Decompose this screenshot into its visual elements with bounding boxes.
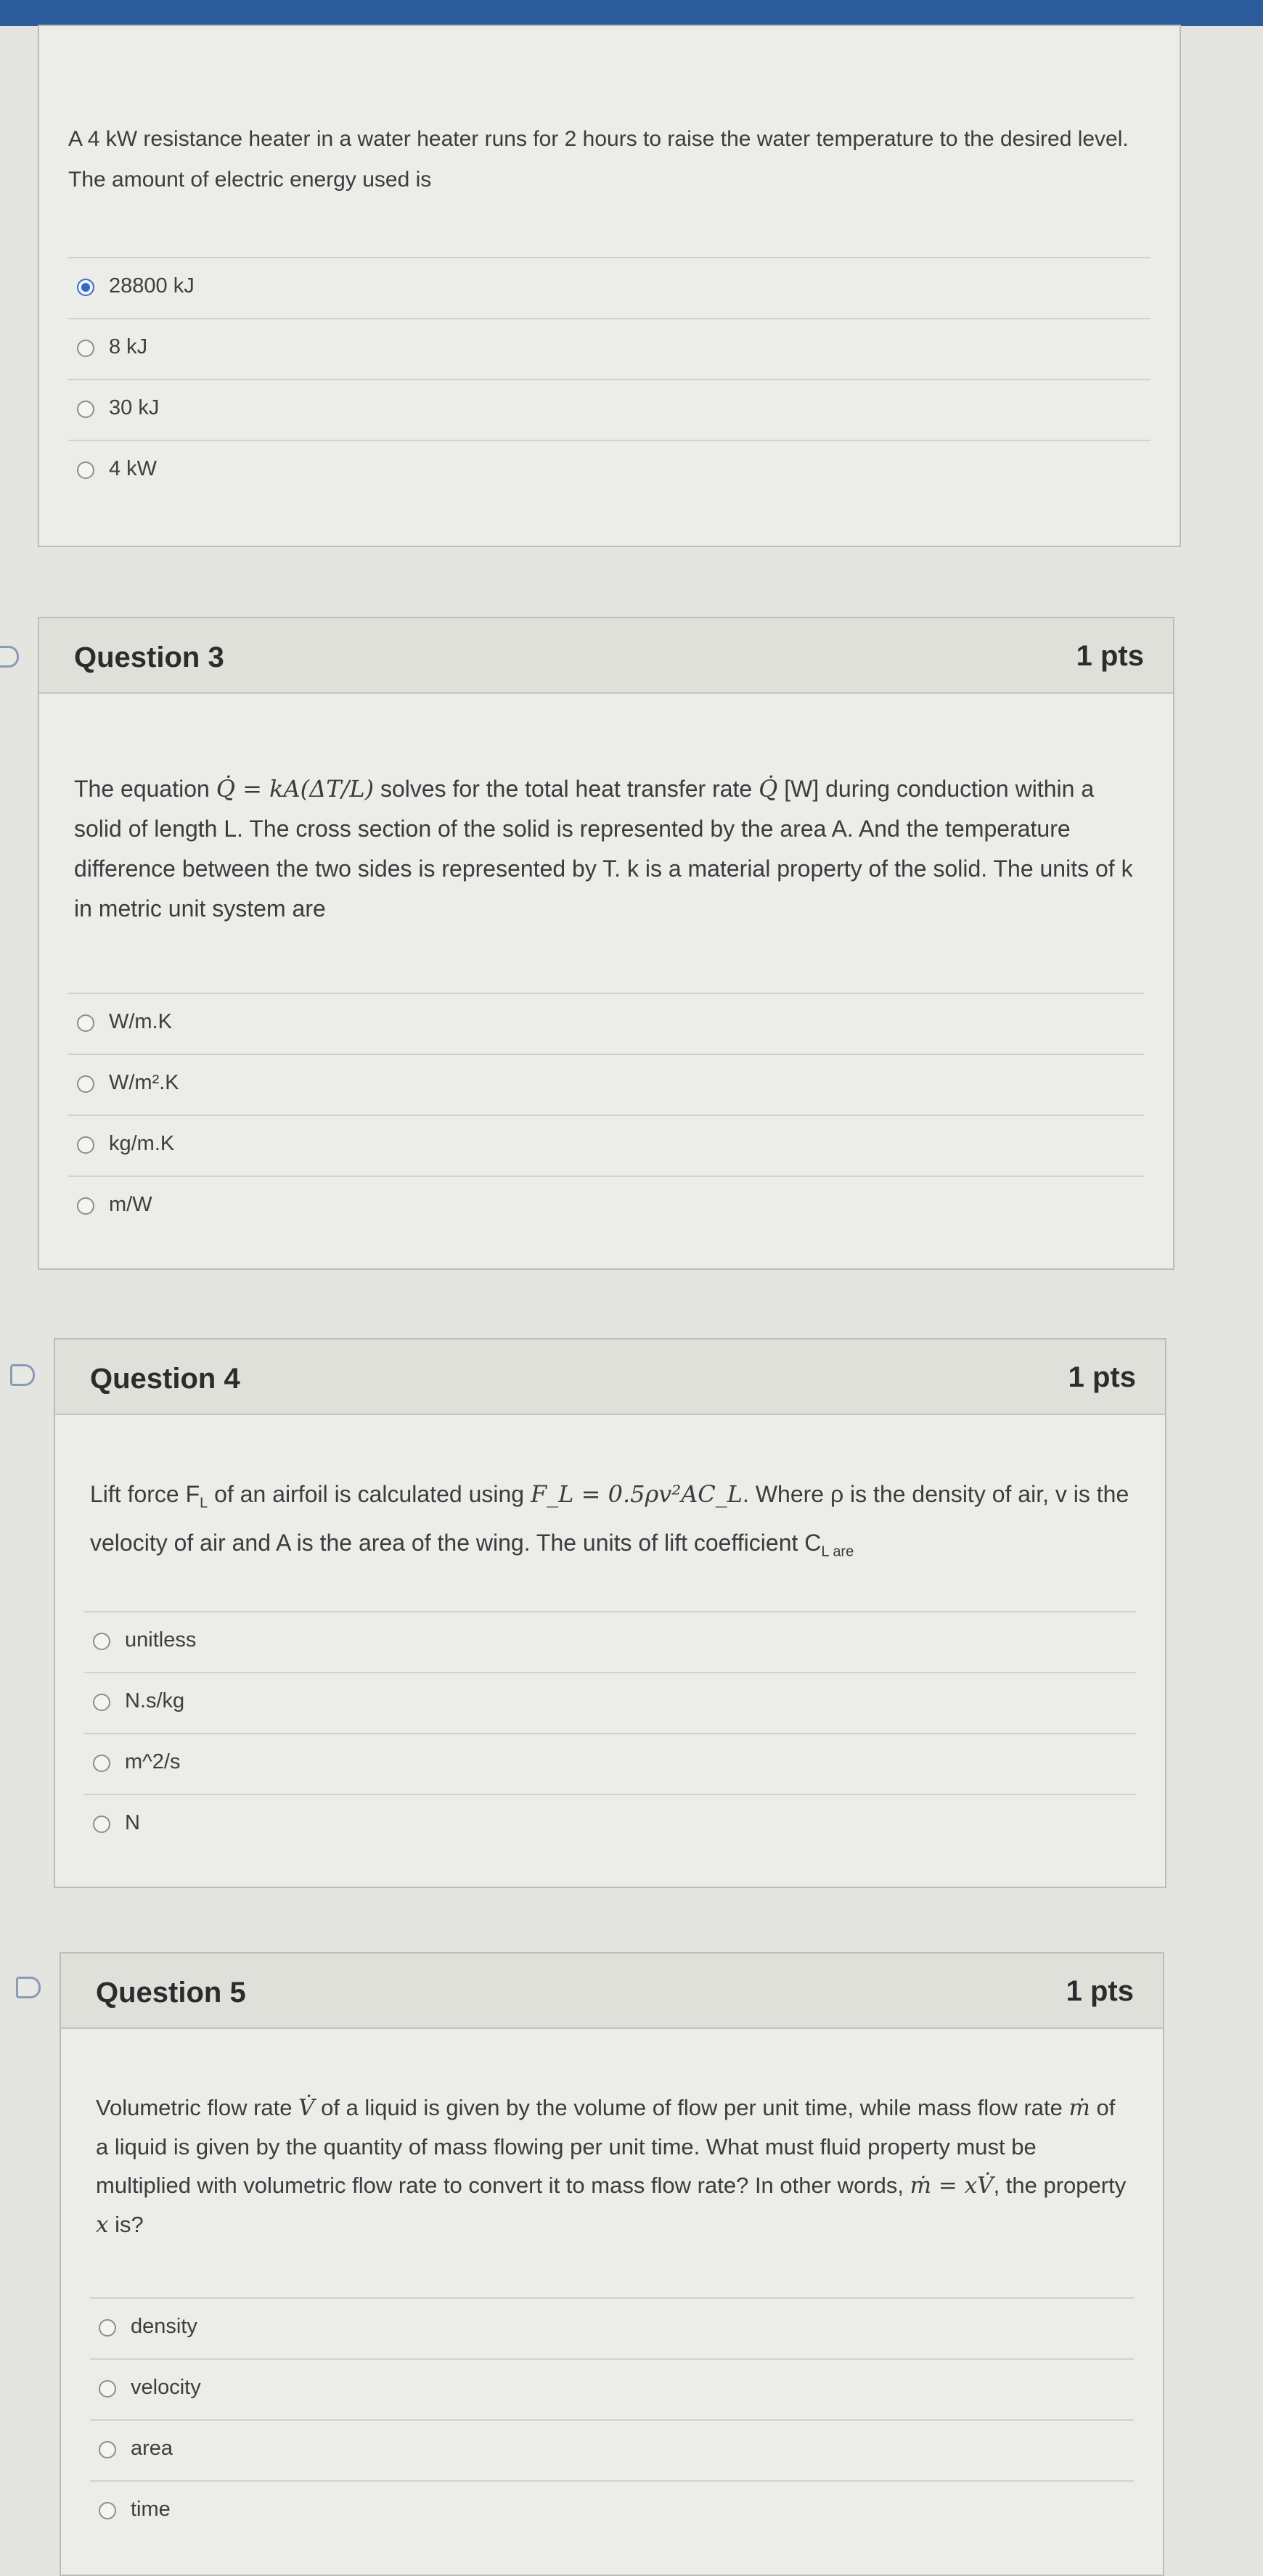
radio-button[interactable] — [93, 1694, 110, 1711]
option-label: area — [131, 2437, 173, 2460]
option-label: 4 kW — [109, 457, 158, 480]
question-points: 1 pts — [1076, 640, 1144, 672]
option-label: N — [125, 1811, 140, 1834]
radio-button[interactable] — [77, 279, 94, 296]
option-label: m^2/s — [125, 1750, 181, 1773]
bookmark-icon[interactable] — [16, 1977, 41, 1998]
option-w-m2-k[interactable] — [68, 1054, 1144, 1115]
option-w-m-k[interactable] — [68, 993, 1144, 1054]
option-label: N.s/kg — [125, 1689, 185, 1712]
option-label: density — [131, 2315, 197, 2338]
option-label: 30 kJ — [109, 396, 160, 419]
volumetric-flow-symbol: V̇ — [298, 2095, 315, 2121]
option-label: W/m².K — [109, 1071, 179, 1094]
radio-button[interactable] — [93, 1816, 110, 1833]
option-time[interactable] — [90, 2480, 1134, 2541]
question-title: Question 3 — [74, 641, 224, 673]
question-5-text: Volumetric flow rate V̇ of a liquid is given by the volume of flow per unit time, while mass flow rate ṁ of a liquid is given by the quantity of mass flowing per unit time. What must fluid property must be multiplied with volumetric flow rate to convert it to mass flow rate? In other words, ṁ = xV̇, the property x is? — [96, 2095, 1127, 2238]
bookmark-icon[interactable] — [0, 646, 19, 668]
option-4kw[interactable] — [68, 440, 1150, 501]
radio-button[interactable] — [77, 1136, 94, 1154]
question-points: 1 pts — [1066, 1975, 1134, 2007]
option-label: velocity — [131, 2376, 201, 2399]
option-m2-s[interactable] — [84, 1733, 1136, 1794]
mass-flow-symbol: ṁ — [1068, 2095, 1090, 2121]
option-label: 28800 kJ — [109, 274, 195, 298]
radio-button[interactable] — [77, 462, 94, 479]
heat-equation: Q̇ = kA(ΔT/L) — [216, 775, 375, 803]
option-m-w[interactable] — [68, 1176, 1144, 1236]
question-2-card — [38, 25, 1181, 547]
option-label: W/m.K — [109, 1010, 172, 1033]
question-points: 1 pts — [1068, 1361, 1136, 1393]
option-label: 8 kJ — [109, 335, 148, 358]
option-unitless[interactable] — [84, 1611, 1136, 1672]
option-velocity[interactable] — [90, 2358, 1134, 2419]
radio-button[interactable] — [93, 1755, 110, 1772]
question-4-text: Lift force $F_L$ of an airfoil is calculated using F_L = 0.5ρv²AC_L. Where ρ is the density of air, v is the velocity of air and A is the area of the wing. The units of lift coefficient $C_{L are}$ — [90, 1480, 1129, 1560]
radio-button[interactable] — [77, 340, 94, 357]
question-3-header — [39, 618, 1173, 694]
radio-button[interactable] — [99, 2319, 116, 2337]
option-label: m/W — [109, 1193, 152, 1216]
lift-equation: F_L = 0.5ρv²AC_L — [530, 1480, 743, 1508]
flow-equation: ṁ = xV̇ — [910, 2173, 994, 2199]
radio-button[interactable] — [99, 2380, 116, 2397]
radio-button[interactable] — [93, 1633, 110, 1650]
radio-button[interactable] — [77, 401, 94, 418]
question-3-text: The equation Q̇ = kA(ΔT/L) solves for the total heat transfer rate Q̇ [W] during conduction within a solid of length L. The cross section of the solid is represented by the area A. And the temperature difference between the two sides is represented by T. k is a material property of the solid. The units of k in metric unit system are — [74, 775, 1133, 922]
heat-rate-symbol: Q̇ — [759, 775, 778, 803]
radio-button[interactable] — [77, 1014, 94, 1032]
question-4-card — [54, 1338, 1166, 1888]
option-density[interactable] — [90, 2297, 1134, 2358]
option-label: time — [131, 2498, 171, 2521]
option-8kj[interactable] — [68, 318, 1150, 379]
option-30kj[interactable] — [68, 379, 1150, 440]
radio-button[interactable] — [99, 2502, 116, 2519]
question-5-header — [61, 1953, 1163, 2029]
radio-button[interactable] — [77, 1075, 94, 1093]
question-3-card — [38, 617, 1174, 1270]
question-5-card — [60, 1952, 1164, 2576]
option-28800kj[interactable] — [68, 257, 1150, 318]
question-title: Question 5 — [96, 1977, 246, 2009]
option-n-s-kg[interactable] — [84, 1672, 1136, 1733]
question-2-text: A 4 kW resistance heater in a water heater runs for 2 hours to raise the water temperature to the desired level. The amount of electric energy used is — [68, 127, 1129, 192]
question-title: Question 4 — [90, 1363, 240, 1395]
option-label: kg/m.K — [109, 1132, 175, 1155]
option-label: unitless — [125, 1628, 197, 1652]
radio-button[interactable] — [77, 1197, 94, 1215]
option-n[interactable] — [84, 1794, 1136, 1855]
option-kg-m-k[interactable] — [68, 1115, 1144, 1176]
bookmark-icon[interactable] — [10, 1364, 35, 1386]
question-4-header — [55, 1340, 1165, 1415]
property-symbol: x — [96, 2212, 109, 2238]
option-area[interactable] — [90, 2419, 1134, 2480]
top-bar — [0, 0, 1263, 26]
radio-button[interactable] — [99, 2441, 116, 2458]
